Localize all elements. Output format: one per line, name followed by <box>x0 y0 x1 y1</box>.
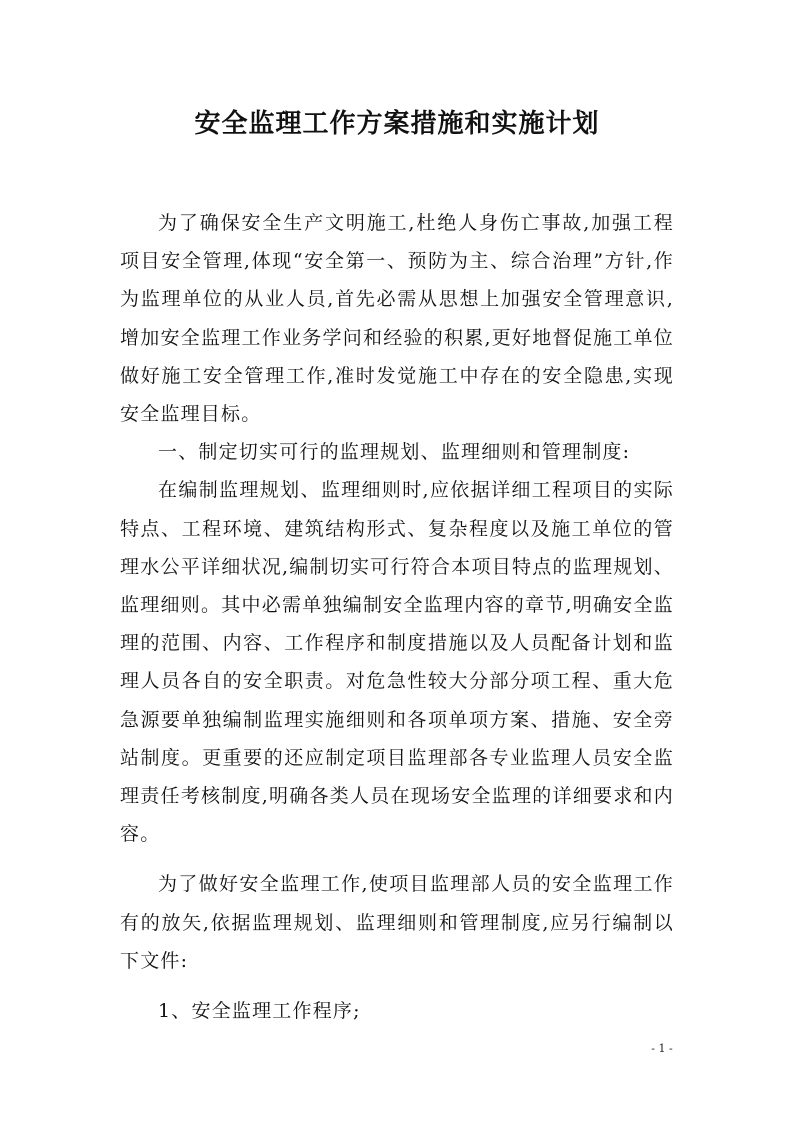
document-body <box>120 204 674 1030</box>
page-number: - 1 - <box>651 1042 673 1055</box>
paragraph-intro: 为了确保安全生产文明施工,杜绝人身伤亡事故,加强工程项目安全管理,体现“安全第一、预防为主、综合治理”方针,作为监理单位的从业人员,首先必需从思想上加强安全管理意识,增加安全监理工作业务学问和经验的积累,更好地督促施工单位做好施工安全管理工作,准时发觉施工中存在的安全隐患,实现安全监理目标。 <box>120 212 674 426</box>
section-heading-1: 一、制定切实可行的监理规划、监理细则和管理制度: <box>158 441 631 464</box>
paragraph-section-1: 在编制监理规划、监理细则时,应依据详细工程项目的实际特点、工程环境、建筑结构形式、复杂程度以及施工单位的管理水公平详细状况,编制切实可行符合本项目特点的监理规划、监理细则。其中必需单独编制安全监理内容的章节,明确安全监理的范围、内容、工作程序和制度措施以及人员配备计划和监理人员各自的安全职责。对危急性较大分部分项工程、重大危急源要单独编制监理实施细则和各项单项方案、措施、安全旁站制度。更重要的还应制定项目监理部各专业监理人员安全监理责任考核制度,明确各类人员在现场安全监理的详细要求和内容。 <box>120 479 674 846</box>
document-title: 安全监理工作方案措施和实施计划 <box>194 109 600 139</box>
paragraph-documents: 为了做好安全监理工作,使项目监理部人员的安全监理工作有的放矢,依据监理规划、监理细则和管理制度,应另行编制以下文件: <box>120 873 674 972</box>
list-item-1: 1、安全监理工作程序; <box>158 1000 361 1023</box>
